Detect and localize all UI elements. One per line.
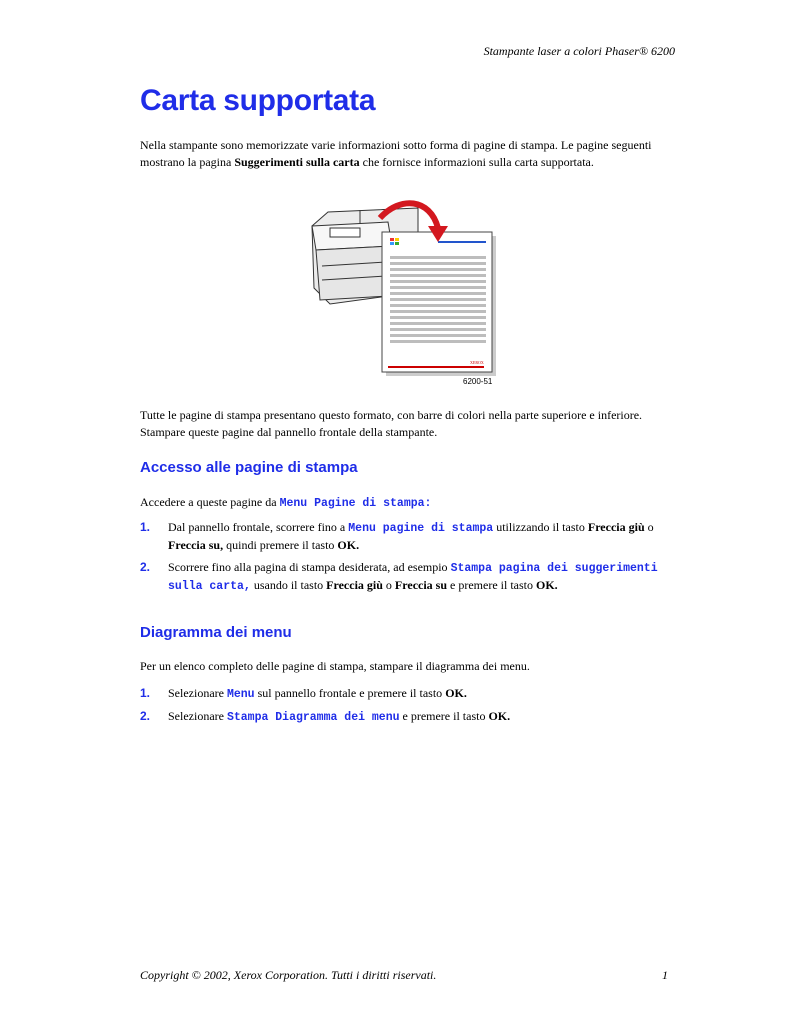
printer-illustration: [300, 196, 510, 391]
after-figure-paragraph: Tutte le pagine di stampa presentano questo formato, con barre di colori nella parte superiore e inferiore. Stampare queste pagine dal pannello frontale della stampante.: [140, 408, 643, 439]
printer-figure-svg: [300, 196, 510, 391]
step-number: 1.: [140, 520, 151, 534]
step-1-text: Dal pannello frontale, scorrere fino a Menu pagine di stampa utilizzando il tasto Freccia giù o Freccia su, quindi premere il tasto OK.: [168, 520, 654, 552]
step-4-text: Selezionare Stampa Diagramma dei menu e premere il tasto OK.: [168, 709, 511, 724]
page-title: Carta supportata: [140, 84, 376, 117]
step-number: 2.: [140, 560, 151, 574]
step-2-text: Scorrere fino alla pagina di stampa desiderata, ad esempio Stampa pagina dei suggerimenti sulla carta, usando il tasto Freccia giù o Freccia su e premere il tasto OK.: [168, 560, 658, 593]
intro-paragraph: Nella stampante sono memorizzate varie informazioni sotto forma di pagine di stampa. Le pagine seguenti mostrano la pagina Suggerimenti sulla carta che fornisce informazioni sulla carta supportata.: [140, 138, 652, 169]
figure-caption: 6200-51: [463, 377, 493, 386]
page-number: 1: [662, 968, 668, 982]
copyright-text: Copyright © 2002, Xerox Corporation. Tutti i diritti riservati.: [140, 968, 437, 982]
section-heading-accesso: Accesso alle pagine di stampa: [140, 459, 358, 476]
step-number: 1.: [140, 686, 151, 700]
section-heading-diagramma: Diagramma dei menu: [140, 624, 292, 641]
section2-lead: Per un elenco completo delle pagine di stampa, stampare il diagramma dei menu.: [140, 659, 530, 673]
step-3-text: Selezionare Menu sul pannello frontale e premere il tasto OK.: [168, 686, 467, 701]
sample-print-page: [382, 232, 496, 376]
running-header: Stampante laser a colori Phaser® 6200: [483, 44, 675, 58]
xerox-logo: XEROX: [470, 360, 484, 365]
step-number: 2.: [140, 709, 151, 723]
page-footer: [140, 968, 668, 983]
section1-lead: Accedere a queste pagine da Menu Pagine di stampa:: [140, 495, 432, 510]
